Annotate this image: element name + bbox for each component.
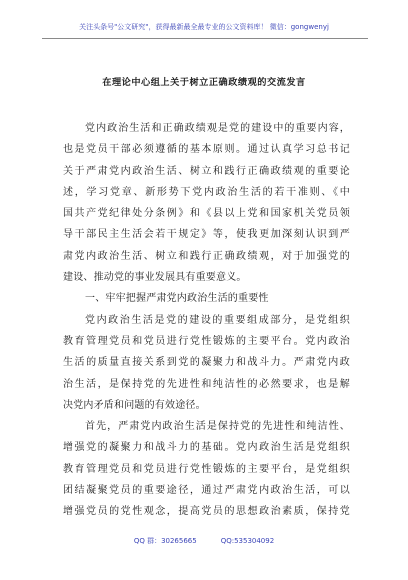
- paragraph-line: 教育管理党员和党员进行党性锻炼的主要平台。党内政治: [63, 335, 350, 347]
- section-heading: 一、牢牢把握严肃党内政治生活的重要性: [85, 293, 269, 305]
- document-title: 在理论中心组上关于树立正确政绩观的交流发言: [102, 77, 306, 88]
- paragraph-line: 国共产党纪律处分条例》和《县以上党和国家机关党员领: [63, 208, 350, 220]
- paragraph-line: 建设、推动党的事业发展具有重要意义。: [63, 272, 247, 284]
- document-body: [63, 118, 350, 523]
- paragraph-line: 生活的质量直接关系到党的凝聚力和战斗力。严肃党内政: [63, 357, 350, 369]
- paragraph-line: 增强党员的党性观念，提高党员的思想政治素质，保持党: [63, 506, 350, 518]
- paragraph-line: 述，学习党章、新形势下党内政治生活的若干准则、《中: [63, 186, 350, 198]
- paragraph-line: 团结凝聚党员的重要途径，通过严肃党内政治生活，可以: [63, 485, 350, 497]
- paragraph-line: 导干部民主生活会若干规定》等，使我更加深刻认识到严: [63, 229, 350, 241]
- paragraph-line: 教育管理党员和党员进行党性锻炼的主要平台，是党组织: [63, 463, 350, 475]
- footer: [0, 536, 408, 546]
- paragraph-line: 决党内矛盾和问题的有效途径。: [63, 399, 206, 411]
- paragraph-line: 首先，严肃党内政治生活是保持党的先进性和纯洁性、: [85, 421, 350, 433]
- paragraph-line: 增强党的凝聚力和战斗力的基础。党内政治生活是党组织: [63, 442, 350, 454]
- paragraph-line: 也是党员干部必须遵循的基本原则。通过认真学习总书记: [63, 144, 350, 156]
- paragraph-line: 党内政治生活和正确政绩观是党的建设中的重要内容，: [85, 123, 350, 134]
- paragraph-line: 关于严肃党内政治生活、树立和践行正确政绩观的重要论: [63, 165, 350, 177]
- paragraph-line: 治生活，是保持党的先进性和纯洁性的必然要求，也是解: [63, 378, 350, 390]
- header-divider: [42, 38, 368, 39]
- paragraph-line: 肃党内政治生活、树立和践行正确政绩观，对于加强党的: [63, 250, 350, 262]
- header-banner: 关注头条号"公文研究"，获得最新最全最专业的公文资料库！ 微信：gongwenyj: [79, 23, 329, 31]
- paragraph-line: 党内政治生活是党的建设的重要组成部分，是党组织: [85, 314, 350, 326]
- footer-qq-number: QQ:535304092: [220, 537, 275, 545]
- footer-qq-group: QQ 群：30265665: [133, 537, 197, 545]
